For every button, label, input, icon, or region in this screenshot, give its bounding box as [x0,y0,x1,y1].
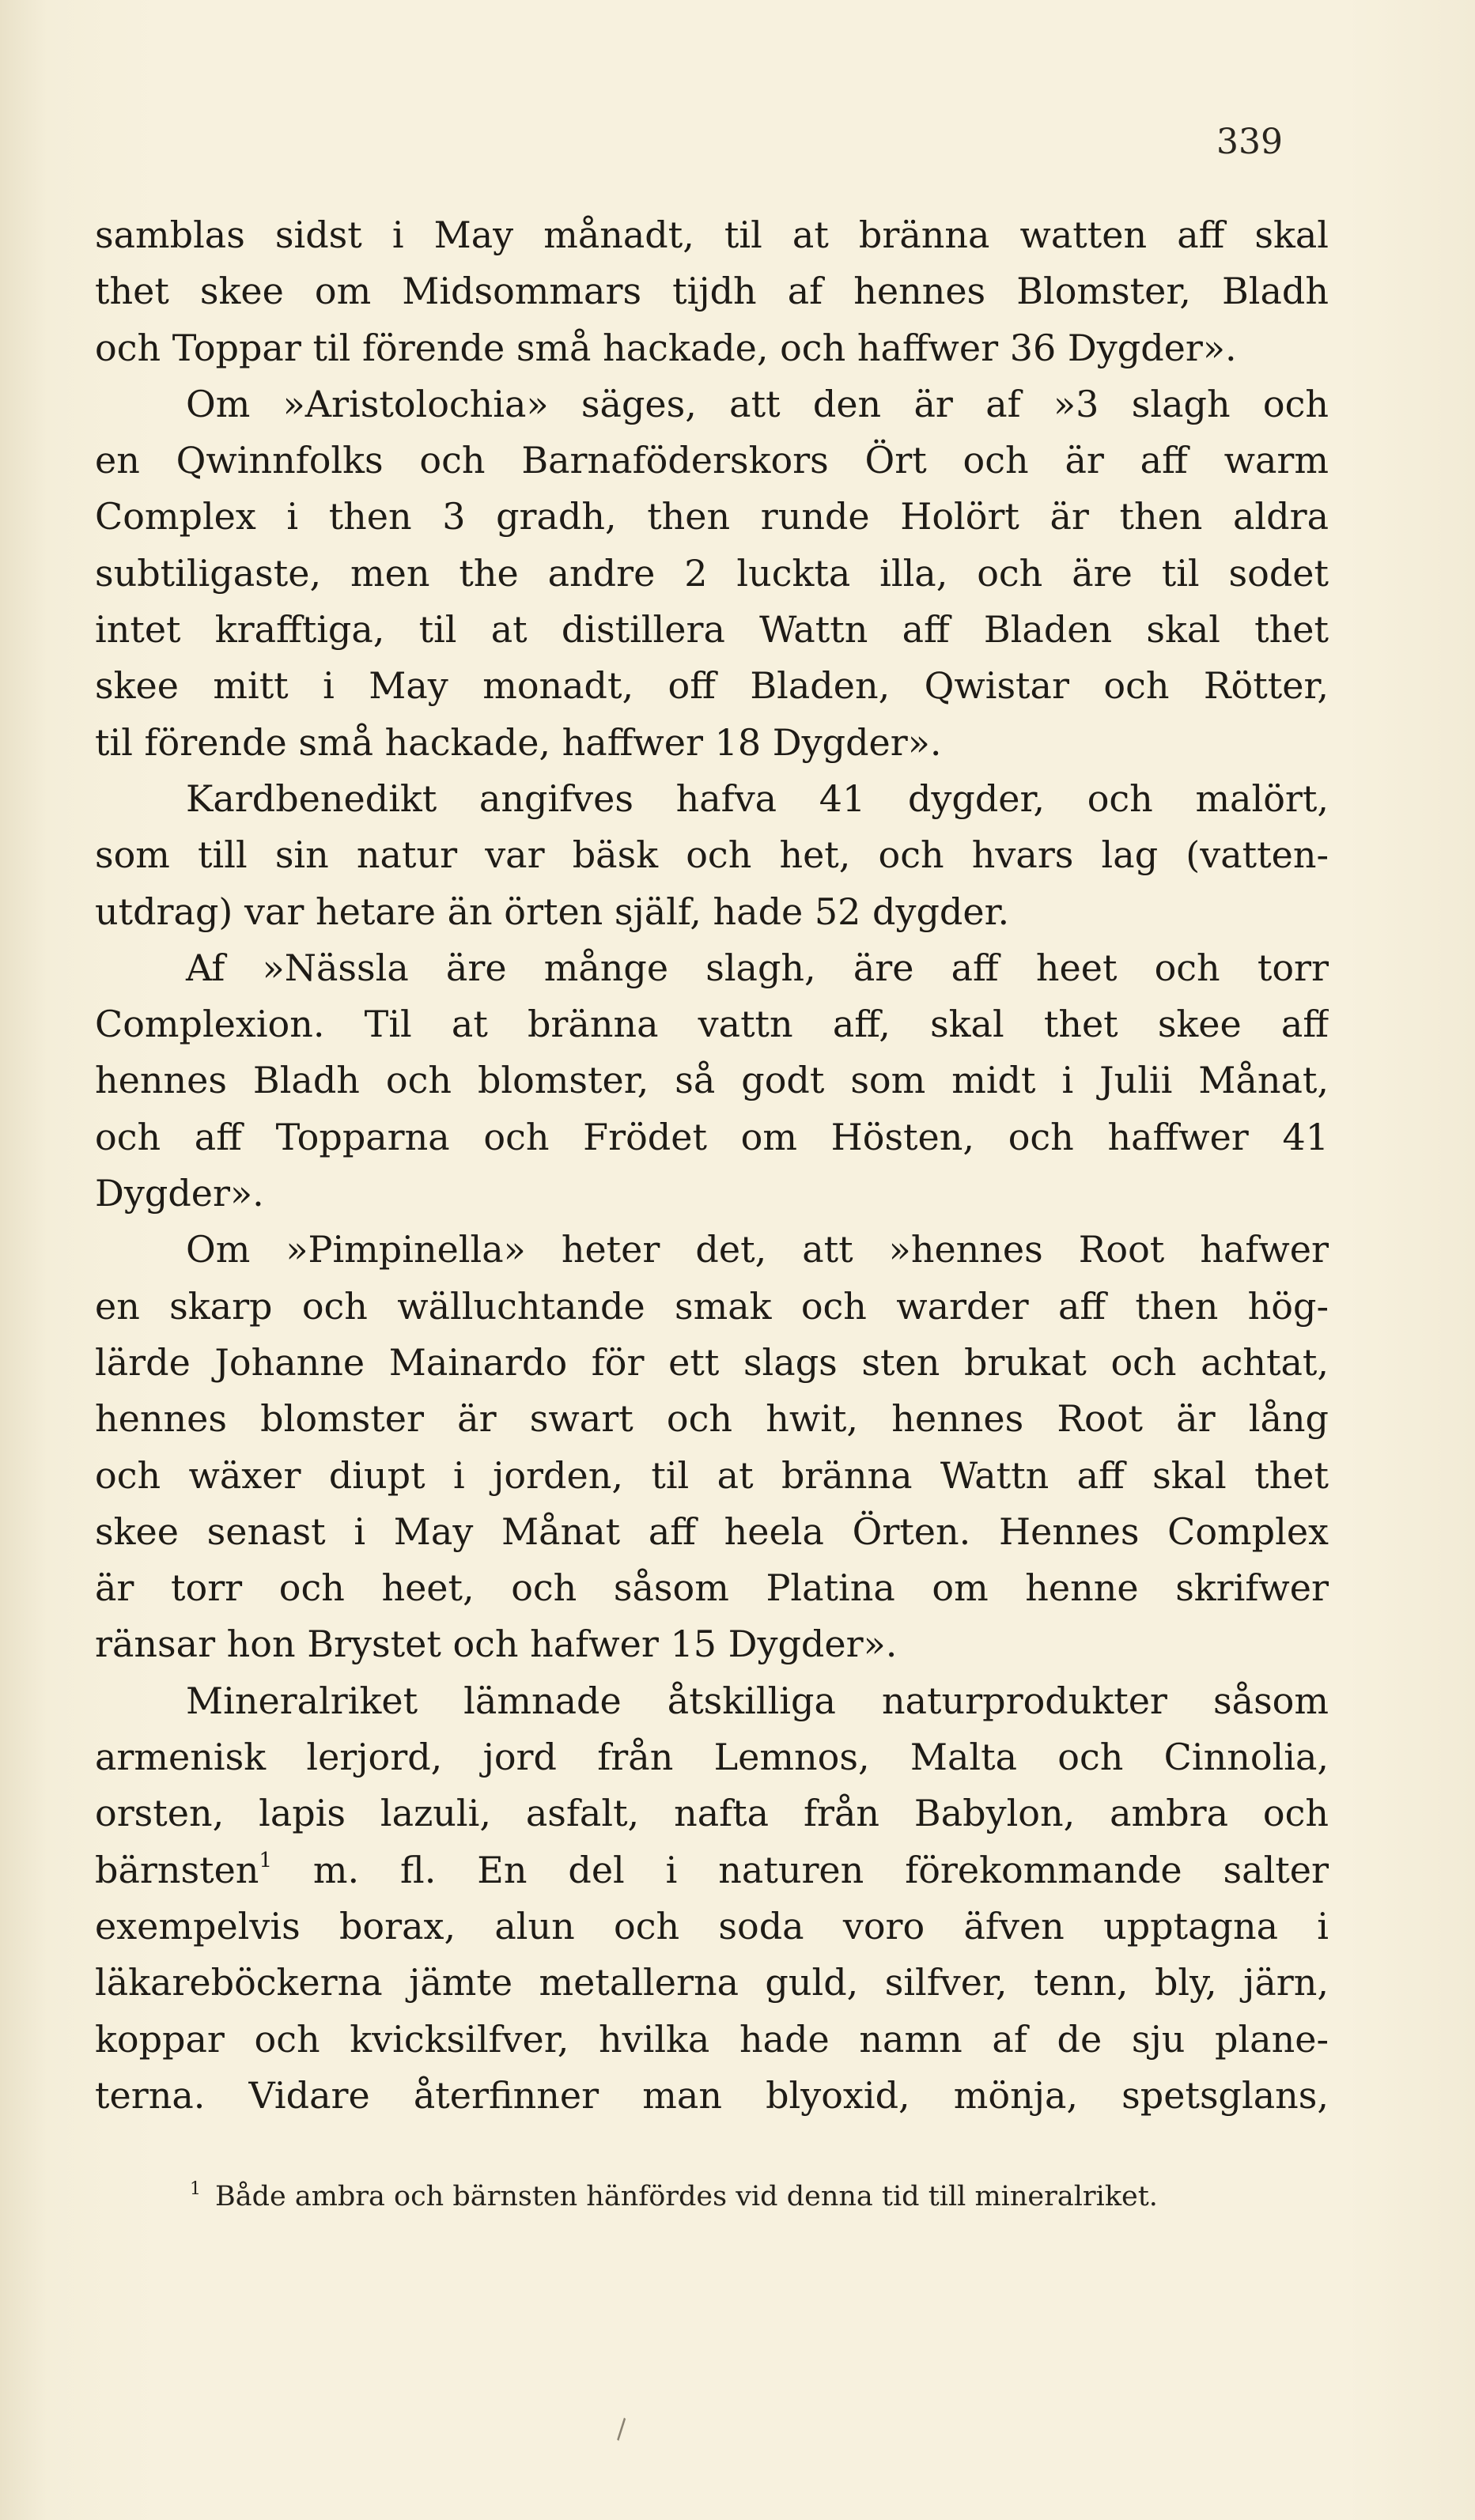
text-line [95,376,1329,433]
text-line [95,1448,1329,1504]
text-line-content: hennes blomster är swart och hwit, hennes Root är lång [95,1397,1329,1441]
body-text [95,207,1329,2124]
text-line [95,940,1329,996]
text-line-content: Dygder». [95,1172,264,1215]
footnote [190,2177,1329,2216]
text-line-content: terna. Vidare återfinner man blyoxid, mönja, spetsglans, [95,2073,1329,2117]
text-line-content: en Qwinnfolks och Barnaföderskors Ört och är aff warm [95,439,1329,482]
stray-pen-mark: \ [608,2413,634,2445]
text-line [95,1842,1329,1899]
text-line-content: bärnsten [95,1848,259,1891]
text-line-content: och aff Topparna och Frödet om Hösten, och haffwer 41 [95,1115,1329,1158]
text-line-content: Om »Pimpinella» heter det, att »hennes Root hafwer [186,1228,1329,1271]
text-line [95,715,1329,771]
text-line [95,2068,1329,2124]
text-line [95,1785,1329,1842]
text-line [95,996,1329,1052]
text-line [95,320,1329,376]
text-line [95,1109,1329,1166]
text-line [95,1222,1329,1278]
text-line-content: samblas sidst i May månadt, til at bränna watten aff skal [95,213,1329,256]
text-line-content: exempelvis borax, alun och soda voro äfven upptagna i [95,1904,1329,1948]
text-line-content: Af »Nässla äre månge slagh, äre aff heet och torr [186,946,1329,989]
text-line [95,207,1329,263]
text-line-content: til förende små hackade, haffwer 18 Dygder». [95,720,942,764]
text-line [95,1673,1329,1729]
text-line-content: skee mitt i May monadt, off Bladen, Qwistar och Rötter, [95,664,1329,708]
text-line-content: och wäxer diupt i jorden, til at bränna Wattn aff skal thet [95,1453,1329,1497]
text-line-content: koppar och kvicksilfver, hvilka hade namn af de sju plane- [95,2017,1329,2061]
text-line-content: som till sin natur var bäsk och het, och hvars lag (vatten- [95,833,1329,877]
text-line [95,602,1329,658]
text-line [95,1899,1329,1955]
text-line [95,1504,1329,1560]
text-line-content: Complexion. Til at bränna vattn aff, skal thet skee aff [95,1003,1329,1046]
text-line-continuation: m. fl. En del i naturen förekommande salter [271,1848,1329,1891]
text-line [95,1166,1329,1222]
text-line-content: intet krafftiga, til at distillera Wattn aff Bladen skal thet [95,608,1329,652]
text-line [95,546,1329,602]
text-line-content: subtiligaste, men the andre 2 luckta illa, och äre til sodet [95,551,1329,595]
text-line [95,771,1329,827]
text-line-content: Complex i then 3 gradh, then runde Holört är then aldra [95,495,1329,538]
footnote-reference: 1 [259,1848,272,1872]
text-line [95,1560,1329,1616]
text-line-content: armenisk lerjord, jord från Lemnos, Malta och Cinnolia, [95,1736,1329,1779]
text-line-content: hennes Bladh och blomster, så godt som midt i Julii Månat, [95,1059,1329,1102]
text-line-content: skee senast i May Månat aff heela Örten. Hennes Complex [95,1509,1329,1553]
text-line [95,433,1329,489]
text-line-content: och Toppar til förende små hackade, och haffwer 36 Dygder». [95,326,1237,369]
text-line-content: ränsar hon Brystet och hafwer 15 Dygder». [95,1623,898,1666]
text-line [95,1335,1329,1391]
text-line-content: Mineralriket lämnade åtskilliga naturprodukter såsom [186,1679,1329,1722]
text-line [95,2012,1329,2068]
page-number: 339 [1216,122,1283,162]
text-line [95,489,1329,545]
text-line-content: en skarp och wälluchtande smak och warder aff then hög- [95,1284,1329,1328]
text-line [95,1279,1329,1335]
text-line-content: orsten, lapis lazuli, asfalt, nafta från Babylon, ambra och [95,1792,1329,1835]
footnote-marker: 1 [190,2179,201,2199]
text-line-content: thet skee om Midsommars tijdh af hennes Blomster, Bladh [95,270,1329,313]
text-line-content: Om »Aristolochia» säges, att den är af »3 slagh och [186,382,1329,425]
text-line-content: läkareböckerna jämte metallerna guld, silfver, tenn, bly, järn, [95,1961,1329,2004]
text-line-content: lärde Johanne Mainardo för ett slags sten brukat och achtat, [95,1340,1329,1384]
text-line [95,1391,1329,1447]
text-line-content: utdrag) var hetare än örten själf, hade 52 dygder. [95,890,1010,933]
text-line [95,1955,1329,2011]
footnote-text: Både ambra och bärnsten hänfördes vid denna tid till mineralriket. [215,2181,1158,2212]
text-line [95,658,1329,714]
text-line [95,1616,1329,1672]
text-line [95,1729,1329,1785]
text-line [95,1052,1329,1109]
text-line-content: Kardbenedikt angifves hafva 41 dygder, och malört, [186,776,1329,820]
text-line [95,827,1329,883]
text-line [95,884,1329,940]
text-line-content: är torr och heet, och såsom Platina om henne skrifwer [95,1566,1329,1610]
text-line [95,263,1329,319]
